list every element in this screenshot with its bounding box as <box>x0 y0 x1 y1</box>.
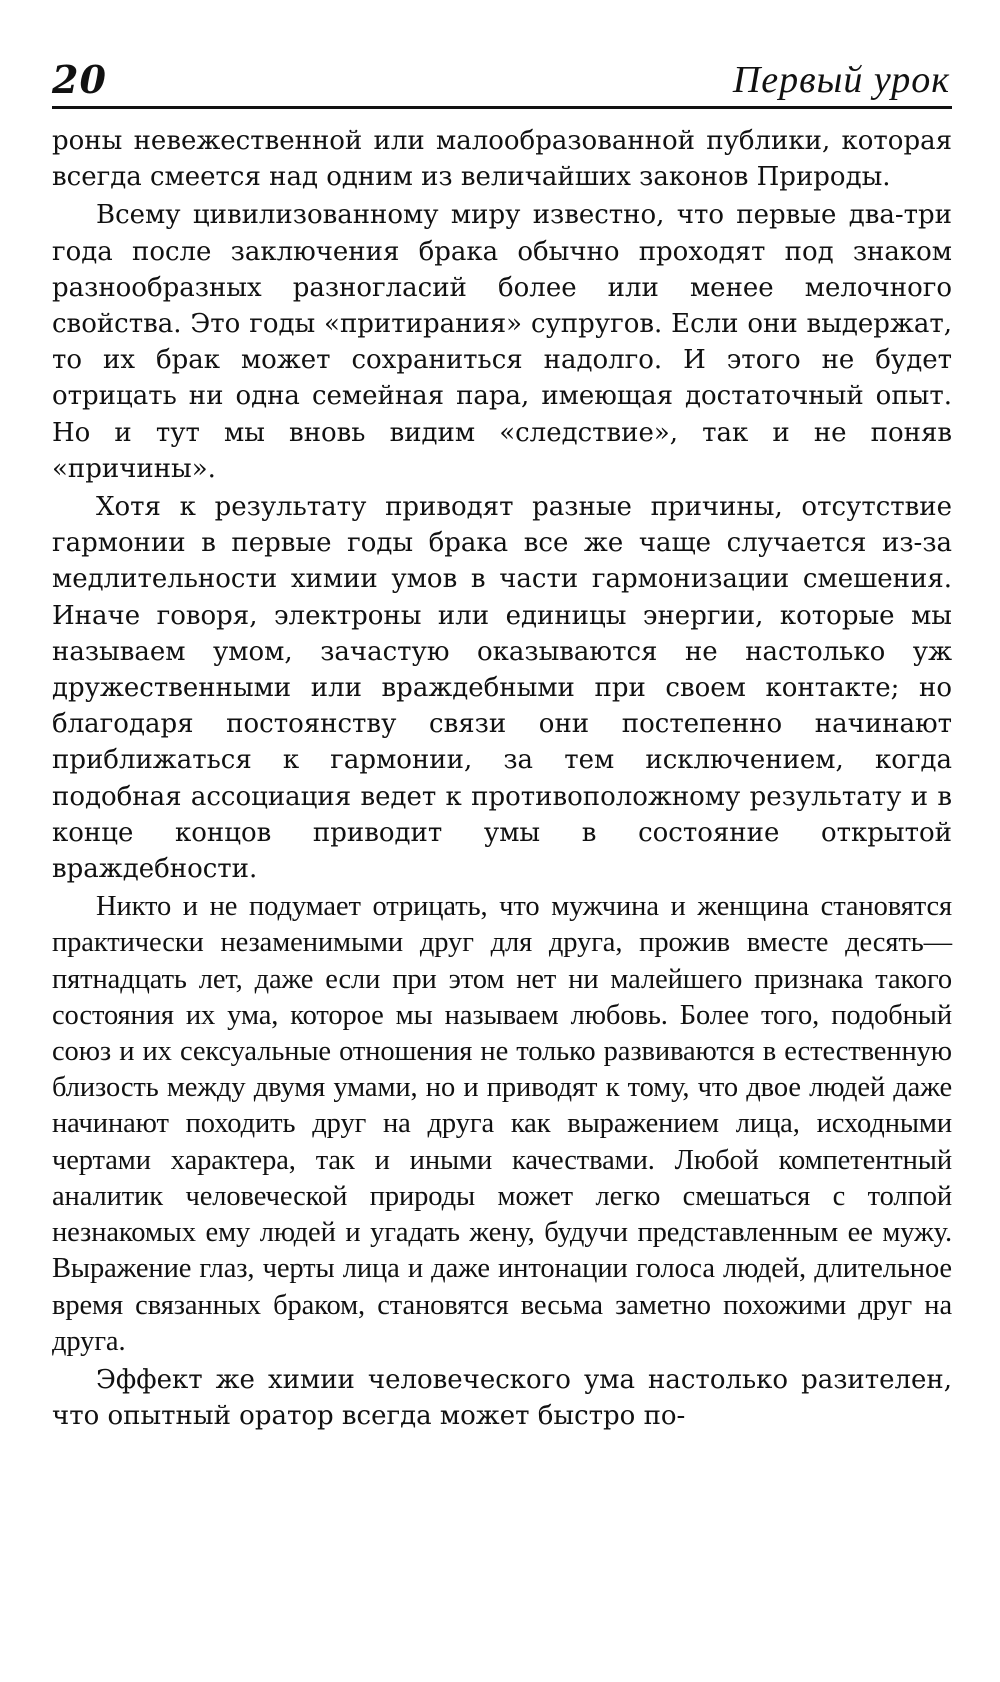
paragraph-orator-effect: Эффект же химии человеческого ума настолько разителен, что опытный оратор всегда может быстро по- <box>52 1364 952 1432</box>
running-header <box>52 52 952 109</box>
body-text <box>52 123 952 1434</box>
paragraph-marriage-years: Всему цивилизованному миру известно, что первые два-три года после заключения брака обычно проходят под знаком разнообразных разногласий более или менее мелочного свойства. Это годы «притирания» супругов. Если они выдержат, то их брак может сохраниться надолго. И этого не будет отрицать ни одна семейная пара, имеющая достаточный опыт. Но и тут мы вновь видим «следствие», так и не поняв «причины». <box>52 200 952 484</box>
section-title: Первый урок <box>732 59 950 101</box>
book-page <box>52 52 952 1436</box>
paragraph-harmony-causes: Хотя к результату приводят разные причины, отсутствие гармонии в первые годы брака все же чаще случается из-за медлительности химии умов в части гармонизации смешения. Иначе говоря, электроны или единицы энергии, которые мы называем умом, зачастую оказываются не настолько уж дружественными или враждебными при своем контакте; но благодаря постоянству связи они постепенно начинают приближаться к гармонии, за тем исключением, когда подобная ассоциация ведет к противоположному результату и в конце концов приводит умы в состояние открытой враждебности. <box>52 492 952 885</box>
page-number: 20 <box>52 57 107 102</box>
paragraph-long-marriage: Никто и не подумает отрицать, что мужчина и женщина становятся практически незаменимыми друг для друга, прожив вместе десять—пятнадцать лет, даже если при этом нет ни малейшего признака такого состояния их ума, которое мы называем любовь. Более того, подобный союз и их сексуальные отношения не только развиваются в естественную близость между двумя умами, но и приводят к тому, что двое людей даже начинают походить друг на друга как выражением лица, исходными чертами характера, так и иными качествами. Любой компетентный аналитик человеческой природы может легко смешаться с толпой незнакомых ему людей и угадать жену, будучи представленным ее мужу. Выражение глаз, черты лица и даже интонации голоса людей, длительное время связанных браком, становятся весьма заметно похожими друг на друга. <box>52 891 952 1357</box>
paragraph-continued: роны невежественной или малообразованной публики, которая всегда смеется над одним из величайших законов Природы. <box>52 126 952 193</box>
